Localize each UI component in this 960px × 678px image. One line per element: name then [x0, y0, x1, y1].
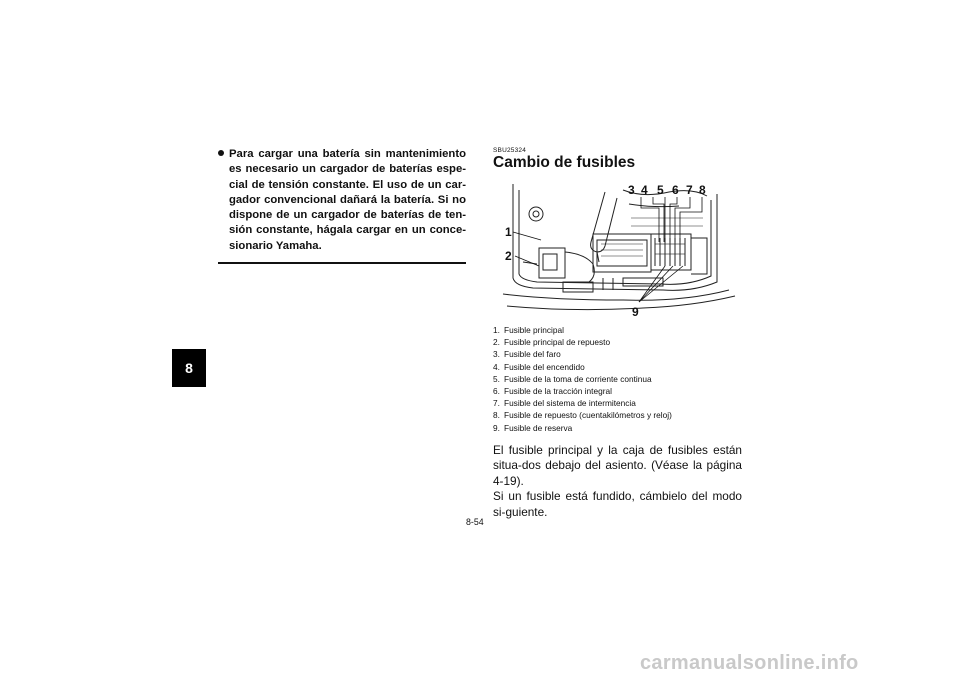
callout-9: 9: [632, 305, 639, 319]
section-code: SBU25324: [493, 147, 527, 154]
body-text: [493, 443, 742, 520]
body-paragraph: El fusible principal y la caja de fusibles están situa-dos debajo del asiento. (Véase la página 4-19).: [493, 443, 742, 488]
legend-item: 2. Fusible principal de repuesto: [493, 337, 611, 348]
callout-6: 6: [672, 183, 679, 197]
legend-item: 5. Fusible de la toma de corriente continua: [493, 373, 652, 384]
fuse-box-illustration: [493, 178, 745, 320]
legend-item: 6. Fusible de la tracción integral: [493, 386, 612, 397]
section-title: Cambio de fusibles: [493, 154, 636, 171]
legend-item: 3. Fusible del faro: [493, 349, 561, 360]
illustration-legend: [493, 324, 672, 434]
legend-item: 4. Fusible del encendido: [493, 361, 585, 372]
callout-5: 5: [657, 183, 664, 197]
note-text: Para cargar una batería sin mantenimiento es necesario un cargador de baterías espe-cial de tensión constante. El uso de un car-gador convencional dañará la batería. Si no dispone de un cargador de baterías de ten-sión constante, hágala cargar en un conce-sionario Yamaha.: [229, 148, 466, 252]
legend-item: 1. Fusible principal: [493, 325, 564, 335]
battery-charging-note: [218, 147, 466, 264]
page-number: 8-54: [466, 517, 484, 527]
legend-item: 8. Fusible de repuesto (cuentakilómetros y reloj): [493, 410, 672, 421]
callout-8: 8: [699, 183, 706, 197]
callout-4: 4: [641, 183, 648, 197]
legend-item: 9. Fusible de reserva: [493, 422, 573, 433]
bullet-icon: [218, 150, 224, 156]
callout-1: 1: [505, 225, 512, 239]
fuse-box-drawing: [493, 178, 745, 320]
footer-watermark: carmanualsonline.info: [640, 652, 859, 674]
callout-2: 2: [505, 249, 512, 263]
chapter-tab: 8: [172, 349, 206, 387]
callout-3: 3: [628, 183, 635, 197]
callout-7: 7: [686, 183, 693, 197]
legend-item: 7. Fusible del sistema de intermitencia: [493, 398, 636, 409]
body-paragraph: Si un fusible está fundido, cámbielo del modo si-guiente.: [493, 489, 742, 519]
